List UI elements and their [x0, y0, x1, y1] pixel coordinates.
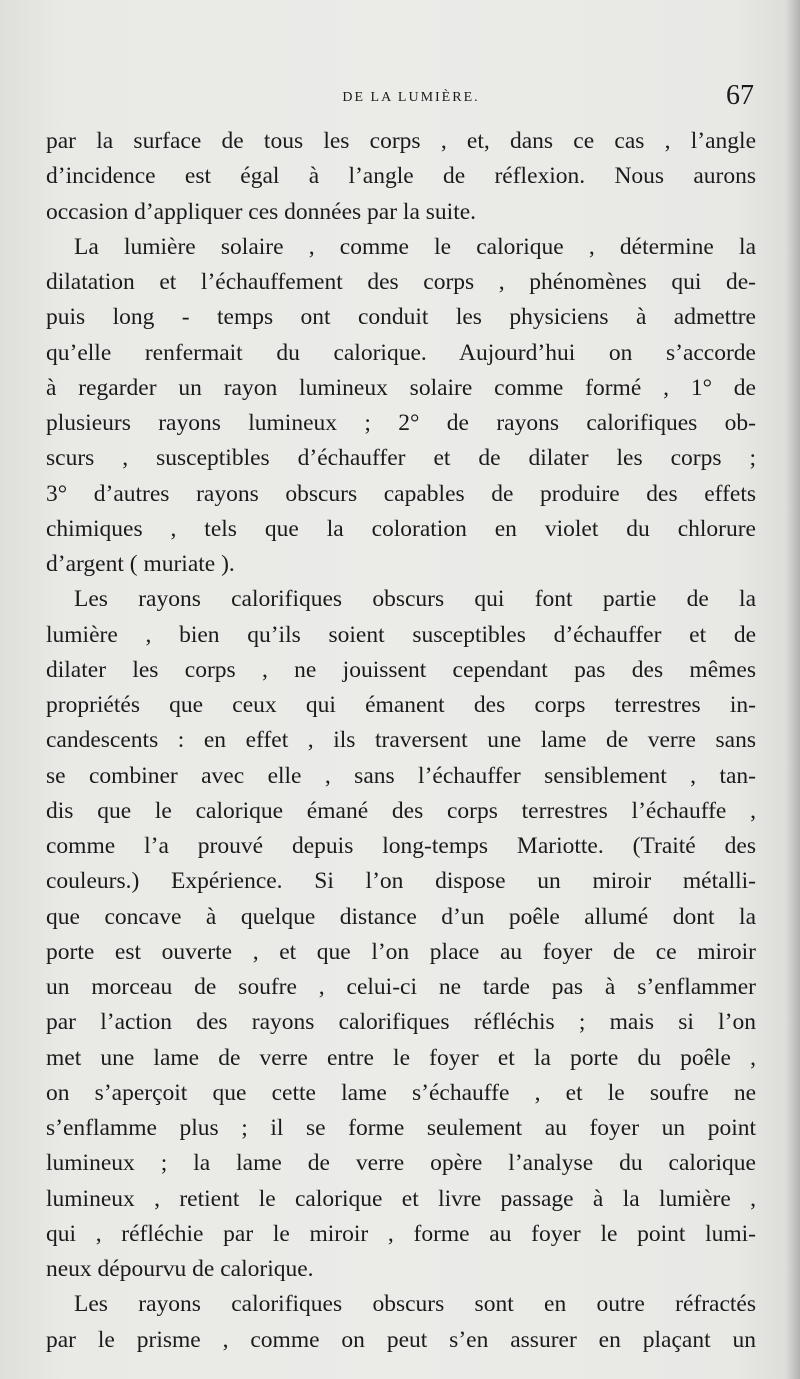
text-line: qu’elle renfermait du calorique. Aujourd’hui on s’accorde: [46, 339, 756, 366]
text-line: à regarder un rayon lumineux solaire comme formé , 1° de: [46, 374, 756, 401]
text-line: La lumière solaire , comme le calorique , détermine la: [74, 233, 756, 260]
page-edge-shadow: [786, 0, 800, 1379]
body-text: [46, 124, 756, 1358]
text-line: s’enflamme plus ; il se forme seulement au foyer un point: [46, 1115, 756, 1141]
text-line: Les rayons calorifiques obscurs qui font partie de la: [74, 586, 756, 613]
text-line: d’argent ( muriate ).: [46, 551, 235, 577]
text-line: met une lame de verre entre le foyer et la porte du poêle ,: [46, 1044, 756, 1071]
text-line: par la surface de tous les corps , et, dans ce cas , l’angle: [46, 128, 756, 154]
text-line: d’incidence est égal à l’angle de réflexion. Nous aurons: [46, 163, 756, 190]
text-line: qui , réfléchie par le miroir , forme au foyer le point lumi-: [46, 1220, 756, 1247]
page-number: 67: [726, 80, 754, 111]
text-line: comme l’a prouvé depuis long-temps Mariotte. (Traité des: [46, 833, 756, 859]
text-line: scurs , susceptibles d’échauffer et de dilater les corps ;: [46, 445, 756, 472]
text-line: puis long - temps ont conduit les physiciens à admettre: [46, 304, 756, 331]
text-line: se combiner avec elle , sans l’échauffer sensiblement , tan-: [46, 762, 756, 789]
text-line: porte est ouverte , et que l’on place au foyer de ce miroir: [46, 938, 756, 965]
text-line: candescents : en effet , ils traversent une lame de verre sans: [46, 727, 756, 754]
text-line: plusieurs rayons lumineux ; 2° de rayons calorifiques ob-: [46, 410, 756, 436]
text-line: par l’action des rayons calorifiques réfléchis ; mais si l’on: [46, 1009, 756, 1036]
text-line: neux dépourvu de calorique.: [46, 1256, 314, 1282]
running-head: DE LA LUMIÈRE.: [342, 90, 480, 105]
text-line: couleurs.) Expérience. Si l’on dispose un miroir métalli-: [46, 868, 756, 895]
text-line: que concave à quelque distance d’un poêle allumé dont la: [46, 903, 756, 930]
text-line: dilatation et l’échauffement des corps , phénomènes qui de-: [46, 269, 756, 295]
text-line: 3° d’autres rayons obscurs capables de produire des effets: [46, 480, 756, 507]
text-line: Les rayons calorifiques obscurs sont en outre réfractés: [74, 1291, 756, 1318]
text-line: propriétés que ceux qui émanent des corps terrestres in-: [46, 692, 756, 718]
text-line: par le prisme , comme on peut s’en assurer en plaçant un: [46, 1326, 756, 1353]
text-line: occasion d’appliquer ces données par la suite.: [46, 198, 477, 225]
text-line: on s’aperçoit que cette lame s’échauffe , et le soufre ne: [46, 1079, 756, 1106]
text-line: dis que le calorique émané des corps terrestres l’échauffe ,: [46, 797, 756, 824]
text-line: lumineux , retient le calorique et livre passage à la lumière ,: [46, 1185, 756, 1212]
text-line: chimiques , tels que la coloration en violet du chlorure: [46, 515, 756, 542]
text-line: dilater les corps , ne jouissent cependant pas des mêmes: [46, 656, 756, 683]
text-line: un morceau de soufre , celui-ci ne tarde pas à s’enflammer: [46, 974, 756, 1000]
text-line: lumière , bien qu’ils soient susceptibles d’échauffer et de: [46, 621, 756, 648]
page-header: [46, 80, 756, 116]
text-line: lumineux ; la lame de verre opère l’analyse du calorique: [46, 1150, 756, 1177]
